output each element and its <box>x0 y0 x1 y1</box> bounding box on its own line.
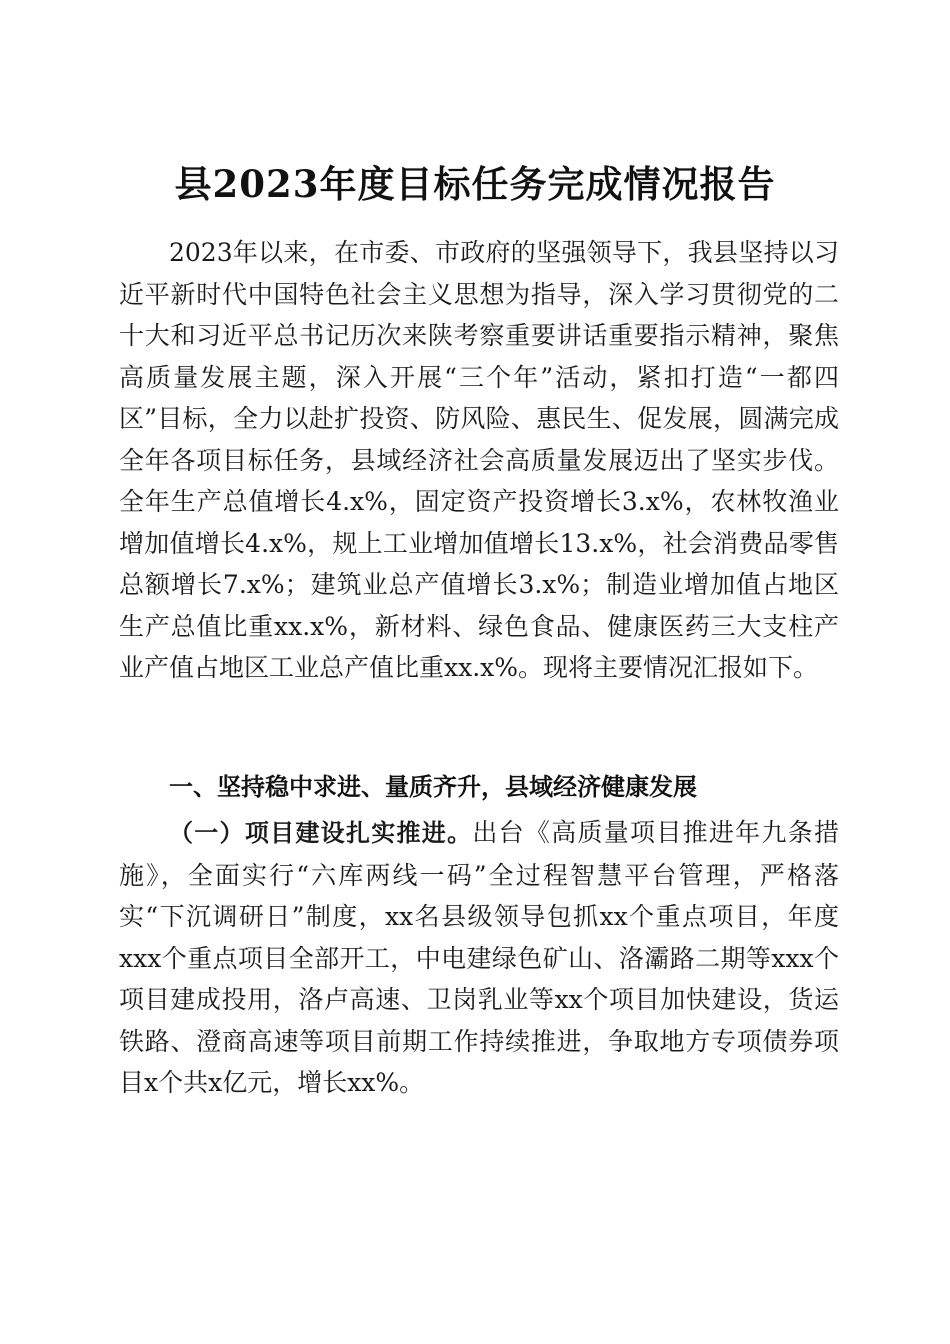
document-title: 县2023年度目标任务完成情况报告 <box>174 161 776 206</box>
subsection-heading: （一）项目建设扎实推进。 <box>169 819 473 847</box>
intro-paragraph: 2023年以来，在市委、市政府的坚强领导下，我县坚持以习近平新时代中国特色社会主义思想为指导，深入学习贯彻党的二十大和习近平总书记历次来陕考察重要讲话重要指示精神，聚焦高质量发展主题，深入开展“三个年”活动，紧扣打造“一都四区”目标，全力以赴扩投资、防风险、惠民生、促发展，圆满完成全年各项目标任务，县域经济社会高质量发展迈出了坚实步伐。全年生产总值增长4.x%，固定资产投资增长3.x%，农林牧渔业增加值增长4.x%，规上工业增加值增长13.x%，社会消费品零售总额增长7.x%；建筑业总产值增长3.x%；制造业增加值占地区生产总值比重xx.x%，新材料、绿色食品、健康医药三大支柱产业产值占地区工业总产值比重xx.x%。现将主要情况汇报如下。 <box>119 238 839 682</box>
subsection-text: 出台《高质量项目推进年九条措施》，全面实行“六库两线一码”全过程智慧平台管理，严格落实“下沉调研日”制度，xx名县级领导包抓xx个重点项目，年度xxx个重点项目全部开工，中电建绿色矿山、洛灞路二期等xxx个项目建成投用，洛卢高速、卫岗乳业等xx个项目加快建设，货运铁路、澄商高速等项目前期工作持续推进，争取地方专项债券项目x个共x亿元，增长xx%。 <box>119 818 839 1097</box>
section-paragraph <box>119 812 839 1104</box>
section-heading: 一、坚持稳中求进、量质齐升，县域经济健康发展 <box>169 773 697 801</box>
